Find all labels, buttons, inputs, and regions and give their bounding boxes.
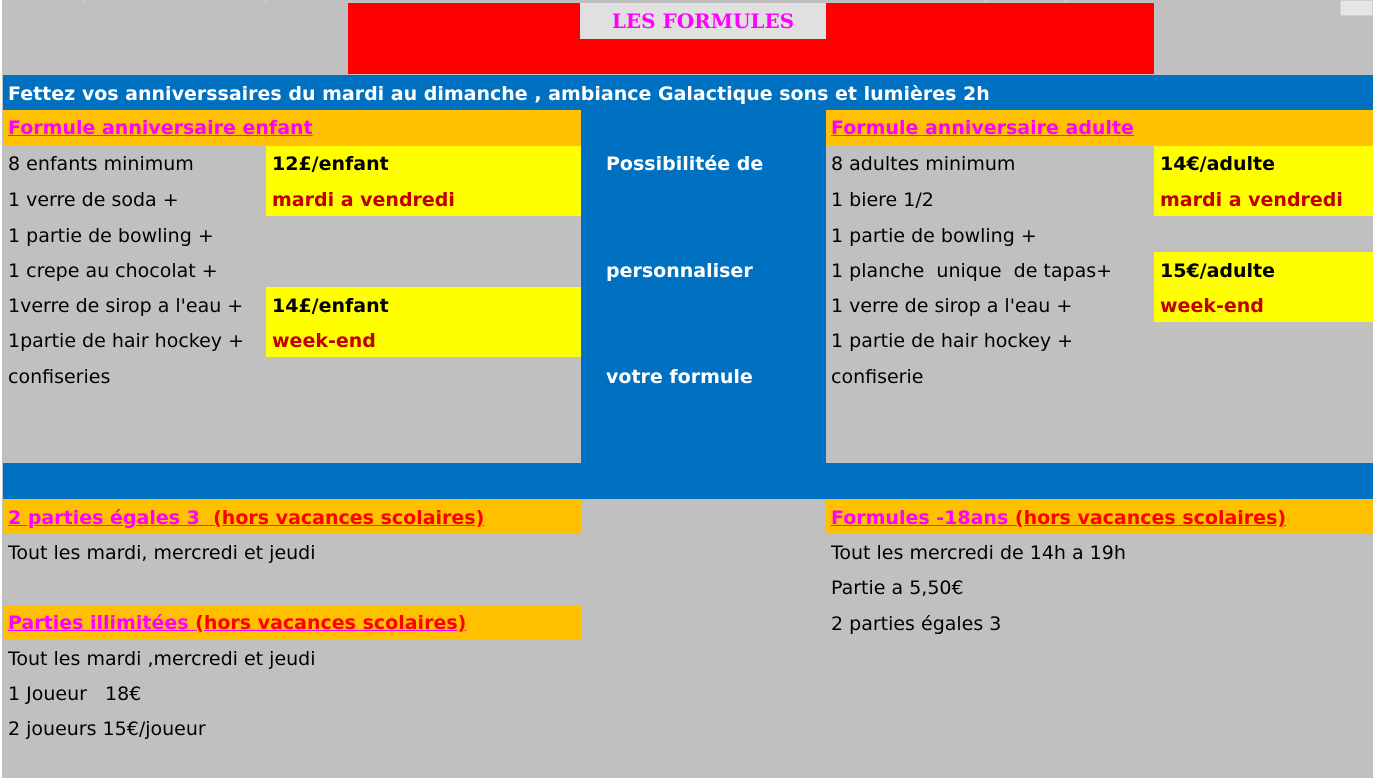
enfant-days-week: mardi a vendredi (272, 189, 455, 211)
adulte-line: 1 planche unique de tapas+ (831, 260, 1113, 282)
title-cell[interactable] (580, 3, 826, 39)
illimitees-header-paren: (hors vacances scolaires) (195, 612, 467, 634)
custom-line-3: votre formule (606, 366, 753, 388)
adulte-price-weekend: 15€/adulte (1160, 260, 1276, 282)
adulte-days-weekend: week-end (1160, 295, 1264, 317)
enfant-line: 1 verre de soda + (8, 189, 179, 211)
adulte-days-week: mardi a vendredi (1160, 189, 1343, 211)
enfant-line: 1partie de hair hockey + (8, 330, 244, 352)
deux-parties-header-paren: (hors vacances scolaires) (213, 507, 485, 529)
enfant-line: 1 partie de bowling + (8, 225, 214, 247)
adulte-line: 8 adultes minimum (831, 153, 1016, 175)
enfant-line: confiseries (8, 366, 111, 388)
moins18-header (831, 500, 1286, 536)
enfant-header: Formule anniversaire enfant (8, 117, 313, 139)
deux-parties-header (8, 500, 484, 536)
adulte-line: 1 partie de bowling + (831, 225, 1037, 247)
adulte-line: 1 biere 1/2 (831, 189, 934, 211)
deux-parties-header-main: 2 parties égales 3 (8, 507, 214, 529)
banner-text: Fettez vos anniverssaires du mardi au dimanche , ambiance Galactique sons et lumières 2h (8, 83, 990, 105)
enfant-line: 8 enfants minimum (8, 153, 194, 175)
enfant-line: 1verre de sirop a l'eau + (8, 295, 244, 317)
separator-row (3, 463, 1373, 499)
illimitees-header-main: Parties illimitées (8, 612, 196, 634)
adulte-line: 1 verre de sirop a l'eau + (831, 295, 1073, 317)
adulte-line: confiserie (831, 366, 924, 388)
adulte-price-week: 14€/adulte (1160, 153, 1276, 175)
illimitees-header (8, 605, 466, 641)
enfant-price-weekend: 14£/enfant (272, 295, 389, 317)
deux-parties-line: Tout les mardi, mercredi et jeudi (8, 542, 316, 564)
custom-line-2: personnaliser (606, 260, 753, 282)
adulte-line: 1 partie de hair hockey + (831, 330, 1074, 352)
moins18-header-paren: (hors vacances scolaires) (1014, 507, 1287, 529)
grid-line (265, 0, 266, 3)
illimitees-line: Tout les mardi ,mercredi et jeudi (8, 648, 316, 670)
moins18-line: 2 parties égales 3 (831, 613, 1002, 635)
custom-line-1: Possibilitée de (606, 153, 764, 175)
enfant-days-weekend: week-end (272, 330, 376, 352)
corner-scroll-widget[interactable] (1340, 0, 1373, 16)
enfant-price-week: 12£/enfant (272, 153, 389, 175)
grid-line (84, 0, 85, 3)
adulte-header: Formule anniversaire adulte (831, 117, 1134, 139)
illimitees-line: 2 joueurs 15€/joueur (8, 718, 206, 740)
moins18-line: Partie a 5,50€ (831, 577, 964, 599)
illimitees-line: 1 Joueur 18€ (8, 683, 142, 705)
left-edge (0, 0, 2, 778)
page-title: LES FORMULES (611, 9, 795, 33)
moins18-header-main: Formules -18ans (831, 507, 1015, 529)
moins18-line: Tout les mercredi de 14h a 19h (831, 542, 1126, 564)
enfant-line: 1 crepe au chocolat + (8, 260, 218, 282)
